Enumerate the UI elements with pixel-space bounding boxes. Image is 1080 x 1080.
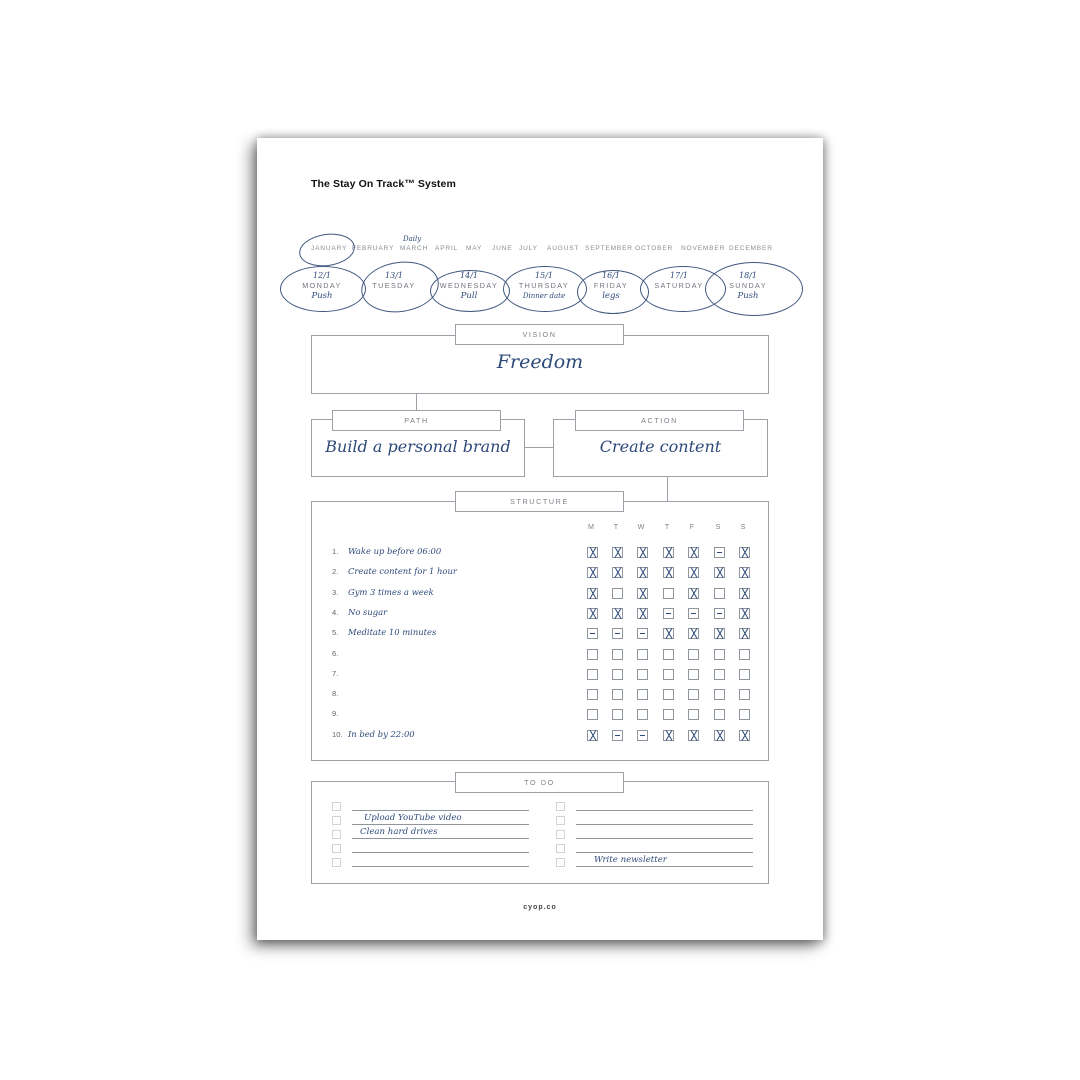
habit-checkbox[interactable] bbox=[587, 730, 598, 741]
weekday-header: F bbox=[689, 522, 695, 531]
todo-checkbox[interactable] bbox=[332, 802, 341, 811]
habit-checkbox[interactable] bbox=[714, 588, 725, 599]
todo-line bbox=[576, 852, 753, 853]
habit-row bbox=[332, 607, 387, 617]
habit-checkbox[interactable] bbox=[739, 709, 750, 720]
habit-checkbox[interactable] bbox=[663, 588, 674, 599]
weekday-header: S bbox=[740, 522, 746, 531]
habit-checkbox[interactable] bbox=[663, 669, 674, 680]
month-april[interactable]: APRIL bbox=[435, 245, 459, 252]
day-note: Push bbox=[737, 291, 759, 301]
todo-line bbox=[576, 866, 753, 867]
month-march[interactable]: MARCH bbox=[400, 245, 429, 252]
habit-text[interactable]: In bed by 22:00 bbox=[348, 728, 415, 739]
habit-checkbox[interactable] bbox=[739, 588, 750, 599]
habit-text[interactable]: Create content for 1 hour bbox=[348, 566, 457, 577]
todo-checkbox[interactable] bbox=[332, 830, 341, 839]
day-friday[interactable] bbox=[576, 271, 646, 301]
habit-row bbox=[332, 688, 348, 698]
habit-number: 8. bbox=[332, 689, 339, 699]
habit-checkbox[interactable] bbox=[663, 628, 674, 639]
habit-number: 1. bbox=[332, 547, 339, 556]
habit-number: 5. bbox=[332, 628, 339, 638]
habit-checkbox[interactable] bbox=[688, 588, 699, 599]
day-note: Dinner date bbox=[522, 292, 566, 300]
habit-checkbox[interactable] bbox=[739, 628, 750, 639]
habit-checkbox[interactable] bbox=[714, 567, 725, 578]
habit-checkbox[interactable] bbox=[739, 649, 750, 660]
habit-checkbox[interactable] bbox=[739, 730, 750, 741]
habit-checkbox[interactable] bbox=[637, 608, 648, 619]
month-february[interactable]: FEBRUARY bbox=[352, 245, 395, 252]
habit-checkbox[interactable] bbox=[688, 709, 699, 720]
habit-checkbox[interactable] bbox=[587, 628, 598, 639]
habit-checkbox[interactable] bbox=[587, 709, 598, 720]
habit-checkbox[interactable] bbox=[739, 567, 750, 578]
habit-row bbox=[332, 587, 434, 597]
day-date: 13/1 bbox=[385, 271, 403, 280]
month-october[interactable]: OCTOBER bbox=[635, 245, 674, 252]
habit-checkbox[interactable] bbox=[637, 547, 648, 558]
day-monday[interactable] bbox=[287, 271, 357, 301]
todo-line bbox=[352, 852, 529, 853]
day-name: SATURDAY bbox=[654, 281, 704, 290]
day-name: SUNDAY bbox=[729, 281, 767, 290]
todo-checkbox[interactable] bbox=[556, 830, 565, 839]
habit-checkbox[interactable] bbox=[688, 608, 699, 619]
habit-text[interactable]: Meditate 10 minutes bbox=[348, 627, 437, 638]
habit-checkbox[interactable] bbox=[663, 730, 674, 741]
todo-line bbox=[576, 810, 753, 811]
habit-checkbox[interactable] bbox=[637, 588, 648, 599]
day-date: 17/1 bbox=[670, 271, 688, 280]
habit-checkbox[interactable] bbox=[739, 608, 750, 619]
habit-row bbox=[332, 546, 441, 556]
path-value: Build a personal brand bbox=[325, 437, 511, 456]
todo-line bbox=[576, 838, 753, 839]
habit-checkbox[interactable] bbox=[637, 567, 648, 578]
habit-checkbox[interactable] bbox=[612, 689, 623, 700]
connector-line bbox=[524, 447, 553, 448]
todo-line bbox=[576, 824, 753, 825]
habit-row bbox=[332, 729, 415, 739]
month-november[interactable]: NOVEMBER bbox=[681, 245, 726, 252]
habit-number: 10. bbox=[332, 729, 343, 739]
todo-checkbox[interactable] bbox=[556, 816, 565, 825]
todo-item-text[interactable]: Write newsletter bbox=[594, 855, 667, 865]
habit-row bbox=[332, 627, 436, 637]
habit-checkbox[interactable] bbox=[612, 567, 623, 578]
day-wednesday[interactable] bbox=[434, 271, 504, 301]
todo-box bbox=[311, 781, 769, 884]
month-september[interactable]: SEPTEMBER bbox=[585, 245, 633, 252]
connector-line bbox=[667, 476, 668, 501]
day-thursday[interactable] bbox=[509, 271, 579, 301]
todo-label: TO DO bbox=[455, 772, 624, 793]
habit-checkbox[interactable] bbox=[714, 608, 725, 619]
habit-checkbox[interactable] bbox=[663, 649, 674, 660]
habit-text[interactable]: No sugar bbox=[348, 606, 388, 617]
day-name: FRIDAY bbox=[593, 281, 629, 290]
weekday-header: T bbox=[664, 522, 670, 531]
structure-box bbox=[311, 501, 769, 761]
habit-checkbox[interactable] bbox=[663, 567, 674, 578]
habit-checkbox[interactable] bbox=[587, 567, 598, 578]
todo-checkbox[interactable] bbox=[332, 844, 341, 853]
todo-line bbox=[352, 824, 529, 825]
habit-checkbox[interactable] bbox=[663, 709, 674, 720]
habit-checkbox[interactable] bbox=[688, 628, 699, 639]
month-may[interactable]: MAY bbox=[466, 245, 483, 252]
habit-checkbox[interactable] bbox=[587, 649, 598, 660]
habit-checkbox[interactable] bbox=[612, 608, 623, 619]
weekday-header: M bbox=[588, 522, 594, 531]
week-days-row bbox=[257, 266, 823, 316]
habit-checkbox[interactable] bbox=[587, 588, 598, 599]
habit-checkbox[interactable] bbox=[688, 649, 699, 660]
todo-checkbox[interactable] bbox=[556, 858, 565, 867]
habit-checkbox[interactable] bbox=[714, 669, 725, 680]
day-date: 15/1 bbox=[535, 271, 553, 280]
habit-checkbox[interactable] bbox=[637, 709, 648, 720]
habit-row bbox=[332, 648, 348, 658]
habit-checkbox[interactable] bbox=[688, 669, 699, 680]
day-saturday[interactable] bbox=[644, 271, 714, 291]
habit-checkbox[interactable] bbox=[587, 689, 598, 700]
todo-item-text[interactable]: Upload YouTube video bbox=[364, 813, 462, 823]
habit-checkbox[interactable] bbox=[739, 547, 750, 558]
day-date: 14/1 bbox=[460, 271, 478, 280]
day-date: 16/1 bbox=[602, 271, 620, 280]
day-tuesday[interactable] bbox=[359, 271, 429, 291]
habit-checkbox[interactable] bbox=[714, 689, 725, 700]
habit-number: 3. bbox=[332, 587, 339, 597]
todo-item-text[interactable]: Clean hard drives bbox=[360, 827, 438, 837]
day-date: 12/1 bbox=[313, 271, 331, 280]
month-june[interactable]: JUNE bbox=[492, 245, 513, 252]
habit-checkbox[interactable] bbox=[714, 709, 725, 720]
month-note: Daily bbox=[403, 235, 422, 243]
habit-checkbox[interactable] bbox=[637, 649, 648, 660]
weekday-header: W bbox=[637, 522, 645, 531]
weekday-header: S bbox=[715, 522, 721, 531]
habit-checkbox[interactable] bbox=[663, 689, 674, 700]
habit-checkbox[interactable] bbox=[663, 547, 674, 558]
weekday-header: T bbox=[613, 522, 619, 531]
habit-checkbox[interactable] bbox=[612, 730, 623, 741]
habit-checkbox[interactable] bbox=[637, 669, 648, 680]
habit-row bbox=[332, 668, 348, 678]
footer-url[interactable]: cyop.co bbox=[523, 904, 557, 911]
todo-checkbox[interactable] bbox=[556, 844, 565, 853]
vision-value: Freedom bbox=[496, 351, 584, 373]
habit-number: 7. bbox=[332, 668, 339, 678]
month-july[interactable]: JULY bbox=[519, 245, 538, 252]
todo-checkbox[interactable] bbox=[332, 816, 341, 825]
day-note: legs bbox=[602, 291, 620, 301]
habit-checkbox[interactable] bbox=[612, 547, 623, 558]
habit-checkbox[interactable] bbox=[714, 649, 725, 660]
habit-checkbox[interactable] bbox=[612, 649, 623, 660]
habit-checkbox[interactable] bbox=[637, 730, 648, 741]
selected-month-circle bbox=[297, 230, 357, 269]
day-note: Push bbox=[311, 291, 333, 301]
habit-checkbox[interactable] bbox=[587, 547, 598, 558]
day-name: MONDAY bbox=[302, 281, 342, 290]
habit-checkbox[interactable] bbox=[739, 669, 750, 680]
habit-row bbox=[332, 708, 348, 718]
page-title: The Stay On Track™ System bbox=[311, 178, 456, 190]
habit-number: 9. bbox=[332, 709, 339, 719]
path-label: PATH bbox=[332, 410, 501, 431]
month-january[interactable]: JANUARY bbox=[311, 245, 348, 252]
habit-checkbox[interactable] bbox=[714, 730, 725, 741]
habit-checkbox[interactable] bbox=[612, 709, 623, 720]
habit-checkbox[interactable] bbox=[587, 669, 598, 680]
action-value: Create content bbox=[599, 437, 722, 456]
planner-page bbox=[257, 138, 823, 940]
structure-label: STRUCTURE bbox=[455, 491, 624, 512]
month-august[interactable]: AUGUST bbox=[547, 245, 580, 252]
habit-text[interactable]: Wake up before 06:00 bbox=[348, 546, 442, 556]
day-name: WEDNESDAY bbox=[439, 281, 499, 290]
todo-line bbox=[352, 866, 529, 867]
action-label: ACTION bbox=[575, 410, 744, 431]
habit-checkbox[interactable] bbox=[688, 567, 699, 578]
habit-text[interactable]: Gym 3 times a week bbox=[348, 586, 434, 597]
habit-checkbox[interactable] bbox=[663, 608, 674, 619]
day-date: 18/1 bbox=[739, 271, 757, 280]
connector-line bbox=[416, 393, 417, 410]
habit-checkbox[interactable] bbox=[612, 669, 623, 680]
habit-number: 2. bbox=[332, 567, 339, 577]
habit-checkbox[interactable] bbox=[637, 628, 648, 639]
day-name: THURSDAY bbox=[518, 281, 570, 290]
habit-checkbox[interactable] bbox=[612, 628, 623, 639]
habit-checkbox[interactable] bbox=[688, 730, 699, 741]
day-name: TUESDAY bbox=[372, 281, 416, 290]
day-sunday[interactable] bbox=[713, 271, 783, 301]
todo-checkbox[interactable] bbox=[556, 802, 565, 811]
todo-line bbox=[352, 810, 529, 811]
day-note: Pull bbox=[460, 291, 478, 301]
habit-checkbox[interactable] bbox=[637, 689, 648, 700]
todo-line bbox=[352, 838, 529, 839]
habit-number: 6. bbox=[332, 648, 339, 658]
habit-row bbox=[332, 566, 457, 576]
habit-checkbox[interactable] bbox=[688, 547, 699, 558]
habit-checkbox[interactable] bbox=[587, 608, 598, 619]
todo-checkbox[interactable] bbox=[332, 858, 341, 867]
habit-number: 4. bbox=[332, 607, 339, 617]
habit-checkbox[interactable] bbox=[612, 588, 623, 599]
habit-checkbox[interactable] bbox=[714, 628, 725, 639]
month-december[interactable]: DECEMBER bbox=[729, 245, 773, 252]
habit-checkbox[interactable] bbox=[714, 547, 725, 558]
habit-checkbox[interactable] bbox=[739, 689, 750, 700]
habit-checkbox[interactable] bbox=[688, 689, 699, 700]
vision-label: VISION bbox=[455, 324, 624, 345]
